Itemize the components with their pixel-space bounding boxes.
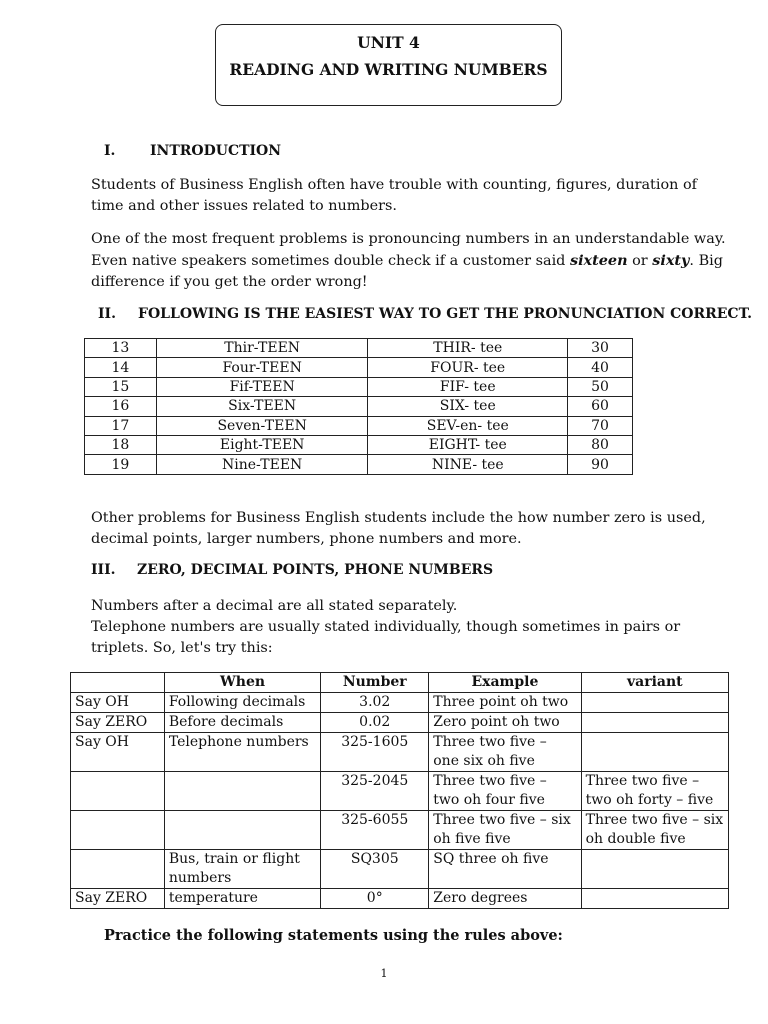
table-cell-teen-num: 19 xyxy=(85,455,157,474)
table-cell-example: SQ three oh five xyxy=(429,850,581,889)
table-row xyxy=(71,889,729,909)
emphasis-sixteen: sixteen xyxy=(569,252,628,269)
table-cell-tee-word: THIR- tee xyxy=(368,339,568,358)
table-row xyxy=(71,811,729,850)
table-cell-rule: Say ZERO xyxy=(71,713,165,733)
table-cell-teen-word: Four-TEEN xyxy=(156,358,368,377)
table-cell-teen-word: Six-TEEN xyxy=(156,397,368,416)
header-number: Number xyxy=(321,673,429,693)
table-cell-example: Three point oh two xyxy=(429,693,581,713)
unit-subtitle: READING AND WRITING NUMBERS xyxy=(229,60,548,79)
table-cell-tee-num: 60 xyxy=(568,397,633,416)
table-cell-number: 325-2045 xyxy=(321,772,429,811)
table-cell-when: temperature xyxy=(164,889,320,909)
intro-text-or: or xyxy=(627,253,653,269)
table-cell-variant: Three two five – two oh forty – five xyxy=(581,772,728,811)
table-cell-tee-num: 50 xyxy=(568,377,633,396)
section-3-heading xyxy=(91,562,493,578)
table-cell-when: Following decimals xyxy=(164,693,320,713)
table-row xyxy=(71,772,729,811)
table-row xyxy=(71,733,729,772)
table-cell-tee-word: SIX- tee xyxy=(368,397,568,416)
table-cell-tee-word: EIGHT- tee xyxy=(368,435,568,454)
intro-text-end: . Big difference if you get the order wrong! xyxy=(91,253,723,290)
table-cell-when xyxy=(164,772,320,811)
zero-examples-table xyxy=(70,672,729,909)
table-cell-teen-word: Nine-TEEN xyxy=(156,455,368,474)
table-cell-number: SQ305 xyxy=(321,850,429,889)
header-rule xyxy=(71,673,165,693)
table-cell-when: Telephone numbers xyxy=(164,733,320,772)
telephone-line: Telephone numbers are usually stated individually, though sometimes in pairs or triplets. So, let's try this: xyxy=(91,619,681,656)
intro-text-start: One of the most frequent problems is pronouncing numbers in an understandable way. Even native speakers sometimes double check if a customer said xyxy=(91,231,726,269)
table-cell-rule xyxy=(71,811,165,850)
table-cell-tee-word: FIF- tee xyxy=(368,377,568,396)
table-cell-when: Before decimals xyxy=(164,713,320,733)
table-cell-teen-word: Seven-TEEN xyxy=(156,416,368,435)
section-2-number: II. xyxy=(98,306,116,322)
table-row xyxy=(85,339,633,358)
table-cell-tee-word: NINE- tee xyxy=(368,455,568,474)
emphasis-sixty: sixty xyxy=(652,252,690,269)
table-row xyxy=(85,416,633,435)
header-when: When xyxy=(164,673,320,693)
table-cell-teen-num: 13 xyxy=(85,339,157,358)
table-cell-when: Bus, train or flight numbers xyxy=(164,850,320,889)
table-row xyxy=(85,377,633,396)
table-row xyxy=(71,713,729,733)
table-cell-teen-num: 18 xyxy=(85,435,157,454)
table-cell-variant xyxy=(581,693,728,713)
table-row xyxy=(85,435,633,454)
page-number: 1 xyxy=(380,967,388,980)
table-cell-teen-num: 17 xyxy=(85,416,157,435)
table-cell-example: Three two five – six oh five five xyxy=(429,811,581,850)
table-cell-tee-num: 80 xyxy=(568,435,633,454)
table-cell-tee-num: 90 xyxy=(568,455,633,474)
table-row xyxy=(85,397,633,416)
table-cell-example: Three two five – two oh four five xyxy=(429,772,581,811)
section-1-title: INTRODUCTION xyxy=(150,143,282,159)
table-cell-number: 325-6055 xyxy=(321,811,429,850)
section-3-title: ZERO, DECIMAL POINTS, PHONE NUMBERS xyxy=(137,562,494,578)
table-cell-tee-num: 40 xyxy=(568,358,633,377)
table-cell-variant xyxy=(581,889,728,909)
table-cell-teen-word: Thir-TEEN xyxy=(156,339,368,358)
table-cell-rule: Say ZERO xyxy=(71,889,165,909)
header-variant: variant xyxy=(581,673,728,693)
table-cell-teen-word: Fif-TEEN xyxy=(156,377,368,396)
table-cell-variant xyxy=(581,850,728,889)
table-cell-teen-num: 14 xyxy=(85,358,157,377)
table-cell-number: 325-1605 xyxy=(321,733,429,772)
table-cell-example: Three two five – one six oh five xyxy=(429,733,581,772)
table-cell-tee-num: 30 xyxy=(568,339,633,358)
table-cell-variant: Three two five – six oh double five xyxy=(581,811,728,850)
table-cell-number: 0° xyxy=(321,889,429,909)
table-cell-teen-word: Eight-TEEN xyxy=(156,435,368,454)
section-3-number: III. xyxy=(91,562,116,578)
table-cell-rule xyxy=(71,850,165,889)
table-cell-variant xyxy=(581,733,728,772)
table-row xyxy=(85,455,633,474)
decimal-line: Numbers after a decimal are all stated separately. xyxy=(91,598,458,614)
table-cell-when xyxy=(164,811,320,850)
section-2-heading xyxy=(98,306,752,322)
practice-instruction: Practice the following statements using the rules above: xyxy=(104,927,563,944)
section-1-number: I. xyxy=(104,143,116,159)
table-cell-rule xyxy=(71,772,165,811)
intro-paragraph-1: Students of Business English often have trouble with counting, figures, duration of time and other issues related to numbers. xyxy=(91,177,697,214)
pronunciation-table xyxy=(84,338,633,475)
table-cell-number: 0.02 xyxy=(321,713,429,733)
table-cell-tee-word: SEV-en- tee xyxy=(368,416,568,435)
table-cell-rule: Say OH xyxy=(71,733,165,772)
table-cell-number: 3.02 xyxy=(321,693,429,713)
table-cell-rule: Say OH xyxy=(71,693,165,713)
title-box xyxy=(215,24,562,106)
table-row xyxy=(71,850,729,889)
header-example: Example xyxy=(429,673,581,693)
table-header-row xyxy=(71,673,729,693)
section-2-title: FOLLOWING IS THE EASIEST WAY TO GET THE PRONUNCIATION CORRECT. xyxy=(138,306,753,322)
table-cell-example: Zero degrees xyxy=(429,889,581,909)
table-cell-tee-num: 70 xyxy=(568,416,633,435)
table-cell-example: Zero point oh two xyxy=(429,713,581,733)
table-row xyxy=(71,693,729,713)
table-cell-teen-num: 16 xyxy=(85,397,157,416)
intro-paragraph-2 xyxy=(91,229,731,293)
section-1-heading xyxy=(104,143,281,159)
table-cell-teen-num: 15 xyxy=(85,377,157,396)
table-row xyxy=(85,358,633,377)
table-cell-tee-word: FOUR- tee xyxy=(368,358,568,377)
decimal-paragraph xyxy=(91,596,731,659)
unit-title: UNIT 4 xyxy=(357,33,420,52)
table-cell-variant xyxy=(581,713,728,733)
other-problems-paragraph: Other problems for Business English students include the how number zero is used, decimal points, larger numbers, phone numbers and more. xyxy=(91,510,706,547)
